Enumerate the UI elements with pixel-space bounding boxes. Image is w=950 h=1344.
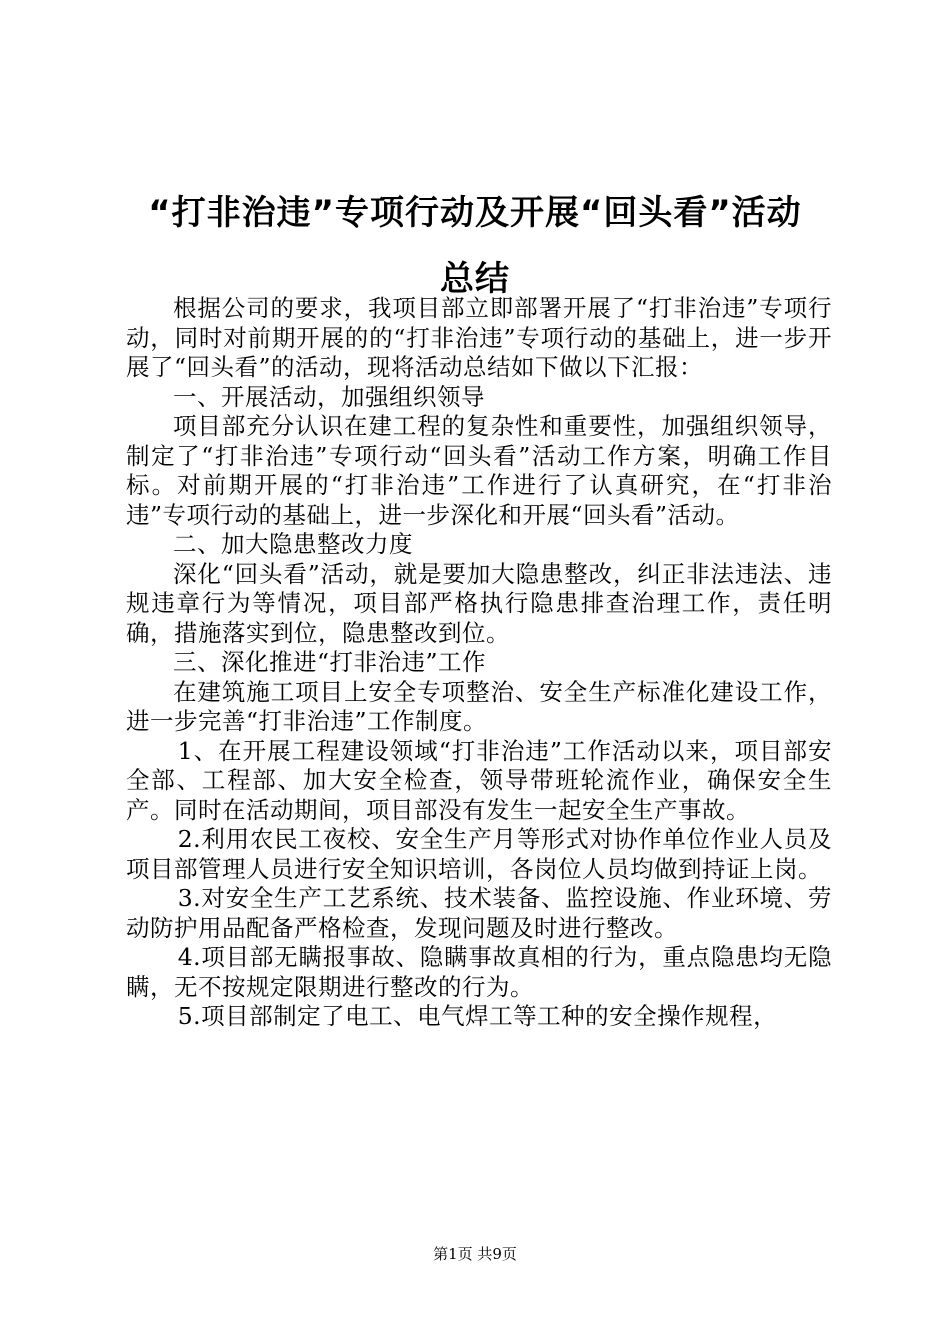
section-paragraph-2: 深化“回头看”活动，就是要加大隐患整改，纠正非法违法、违规违章行为等情况，项目部严格执行隐患排查治理工作，责任明确，措施落实到位，隐患整改到位。 bbox=[126, 559, 832, 647]
page-number-footer: 第1页 共9页 bbox=[433, 1245, 517, 1263]
list-item-2: 2.利用农民工夜校、安全生产月等形式对协作单位作业人员及项目部管理人员进行安全知识培训，各岗位人员均做到持证上岗。 bbox=[126, 825, 832, 883]
list-item-4: 4.项目部无瞒报事故、隐瞒事故真相的行为，重点隐患均无隐瞒，无不按规定限期进行整改的行为。 bbox=[126, 943, 832, 1001]
list-item-5: 5.项目部制定了电工、电气焊工等工种的安全操作规程， bbox=[177, 1002, 778, 1030]
list-item-1: 1、在开展工程建设领域“打非治违”工作活动以来，项目部安全部、工程部、加大安全检查，领导带班轮流作业，确保安全生产。同时在活动期间，项目部没有发生一起安全生产事故。 bbox=[126, 736, 832, 824]
section-heading-1: 一、开展活动，加强组织领导 bbox=[173, 382, 485, 411]
document-title bbox=[110, 180, 840, 312]
section-heading-2: 二、加大隐患整改力度 bbox=[173, 530, 413, 558]
section-heading-3: 三、深化推进“打非治违”工作 bbox=[173, 648, 487, 676]
section-paragraph-3: 在建筑施工项目上安全专项整治、安全生产标准化建设工作，进一步完善“打非治违”工作制度。 bbox=[126, 677, 832, 735]
title-line-2: 总结 bbox=[440, 259, 510, 299]
section-paragraph-1: 项目部充分认识在建工程的复杂性和重要性，加强组织领导，制定了“打非治违”专项行动“回头看”活动工作方案，明确工作目标。对前期开展的“打非治违”工作进行了认真研究，在“打非治违”专项行动的基础上，进一步深化和开展“回头看”活动。 bbox=[126, 412, 832, 529]
list-item-3: 3.对安全生产工艺系统、技术装备、监控设施、作业环境、劳动防护用品配备严格检查，发现问题及时进行整改。 bbox=[126, 884, 832, 942]
intro-paragraph: 根据公司的要求，我项目部立即部署开展了“打非治违”专项行动，同时对前期开展的的“打非治违”专项行动的基础上，进一步开展了“回头看”的活动，现将活动总结如下做以下汇报： bbox=[126, 294, 832, 381]
title-line-1: “打非治违”专项行动及开展“回头看”活动 bbox=[148, 193, 802, 233]
document-body bbox=[126, 294, 832, 1032]
